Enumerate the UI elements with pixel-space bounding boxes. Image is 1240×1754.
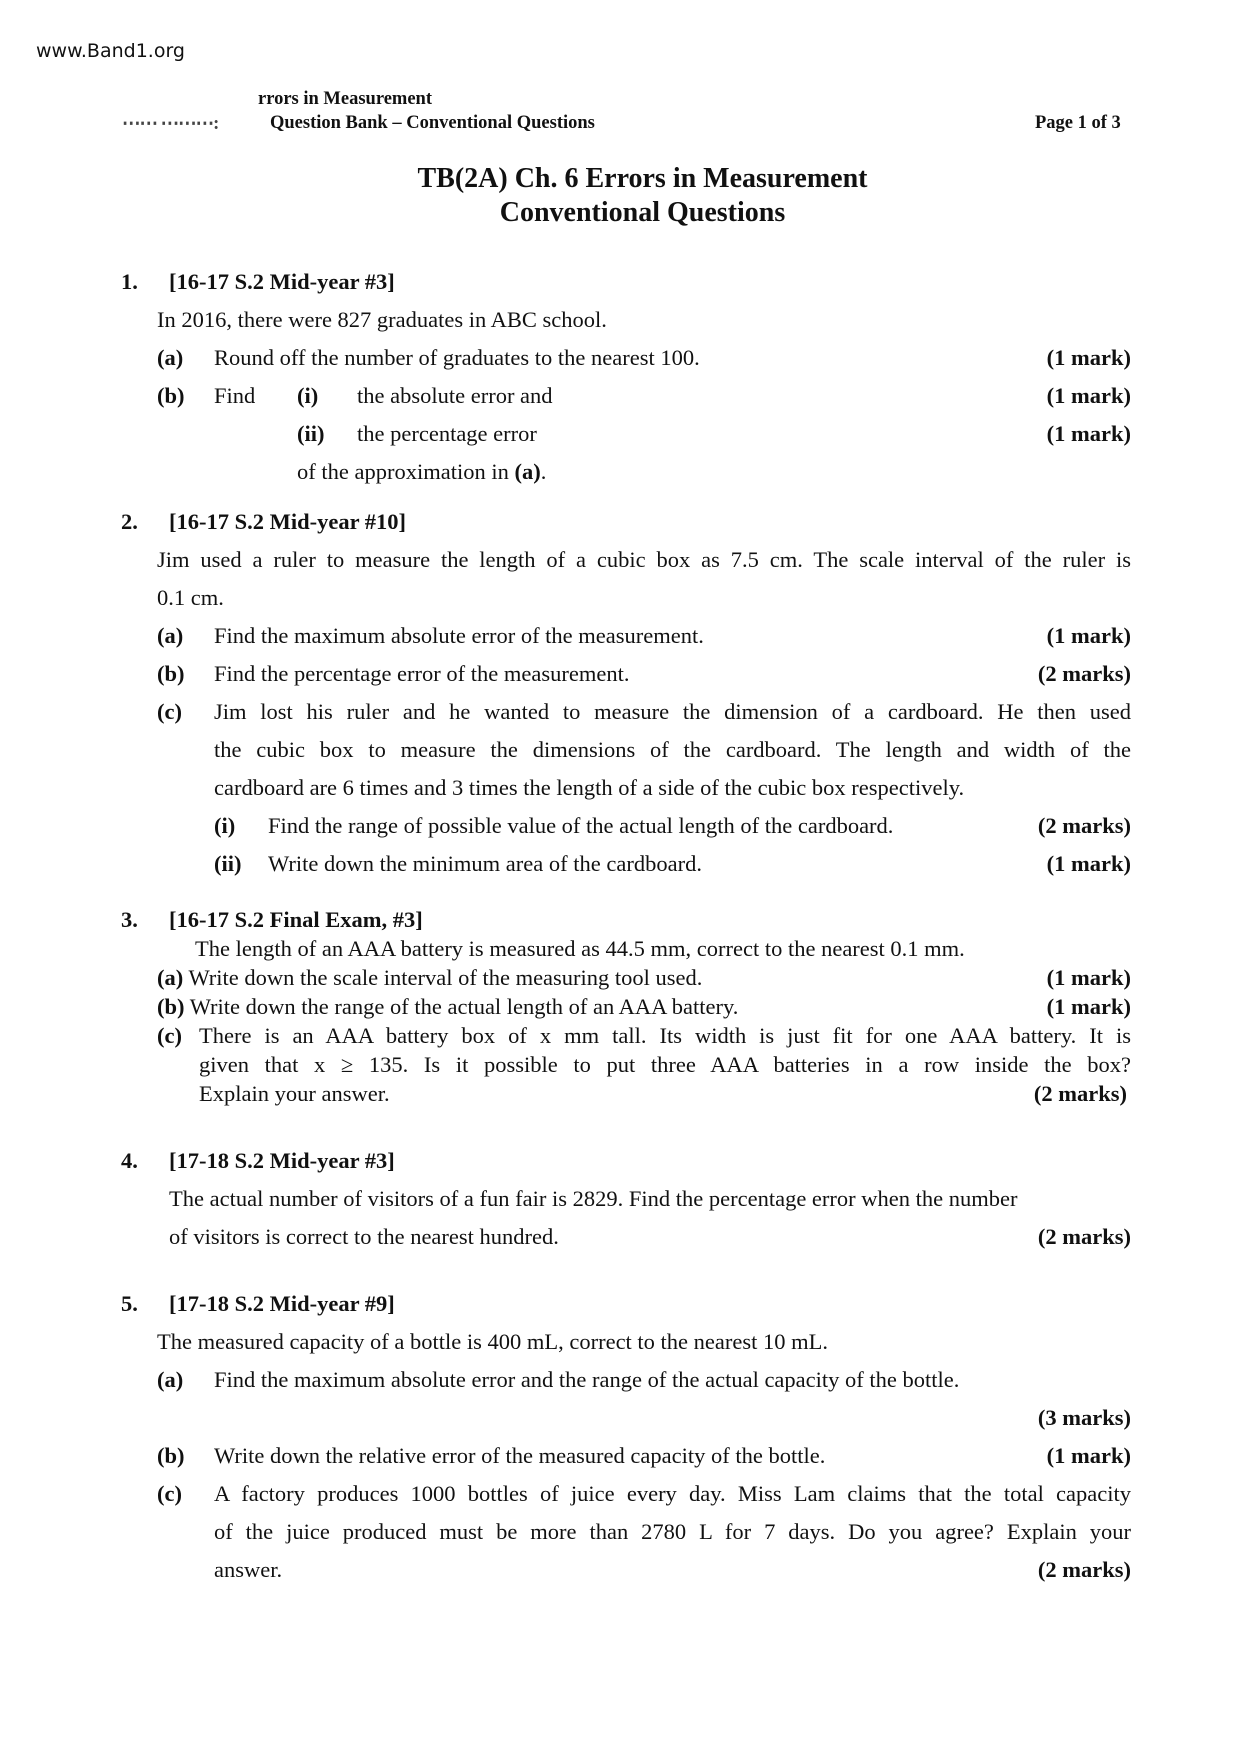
- part-label: (c): [157, 699, 182, 724]
- question-stem: In 2016, there were 827 graduates in ABC school.: [157, 307, 607, 332]
- text-line: Find the percentage error of the measurement.: [214, 661, 630, 686]
- mark: (1 mark): [1046, 1443, 1131, 1468]
- text-line: [17-18 S.2 Mid-year #9]: [169, 1291, 395, 1316]
- text-line: [121, 807, 1131, 845]
- mark: (1 mark): [1046, 345, 1131, 370]
- text-line: [121, 453, 1131, 491]
- text-line: of the juice produced must be more than 2780 L for 7 days. Do you agree? Explain your: [214, 1519, 1131, 1544]
- part-label: (a): [157, 623, 184, 648]
- text-line: [121, 1142, 1131, 1180]
- mark: (1 mark): [1046, 994, 1131, 1019]
- text-line: given that x ≥ 135. Is it possible to put three AAA batteries in a row inside the box?: [199, 1052, 1131, 1077]
- text-line: [121, 339, 1131, 377]
- mark: (3 marks): [1037, 1405, 1131, 1430]
- text-line: [121, 377, 1131, 415]
- mark: (2 marks): [1037, 813, 1131, 838]
- text-line: cardboard are 6 times and 3 times the length of a side of the cubic box respectively.: [214, 775, 965, 800]
- text-line: Find the range of possible value of the actual length of the cardboard.: [268, 813, 894, 838]
- text-line: [121, 617, 1131, 655]
- part-b-i: the absolute error and: [357, 383, 553, 408]
- part-label: (a): [157, 345, 184, 370]
- part-label: (b): [157, 1443, 185, 1468]
- text-line: [121, 1021, 1131, 1050]
- part-label: (c): [157, 1481, 182, 1506]
- part-label: (ii): [297, 421, 325, 446]
- question-source: [16-17 S.2 Mid-year #3]: [169, 269, 395, 294]
- text-line: [121, 1361, 1131, 1399]
- mark: (1 mark): [1046, 421, 1131, 446]
- text-line: Find the maximum absolute error of the measurement.: [214, 623, 704, 648]
- text-line: [121, 415, 1131, 453]
- mark: (1 mark): [1046, 965, 1131, 990]
- question-3: [121, 905, 1131, 1108]
- running-header-chapter: rrors in Measurement: [258, 89, 432, 109]
- text-line: [121, 1079, 1131, 1108]
- text-line: [121, 1285, 1131, 1323]
- question-2: [121, 503, 1131, 883]
- question-number: 1.: [121, 269, 138, 294]
- text-line: [16-17 S.2 Final Exam, #3]: [169, 907, 423, 932]
- text-line: [121, 963, 1131, 992]
- text-line: [121, 1050, 1131, 1079]
- text-line: [121, 263, 1131, 301]
- running-header-bank: Question Bank – Conventional Questions: [270, 113, 595, 133]
- text-line: The measured capacity of a bottle is 400 mL, correct to the nearest 10 mL.: [157, 1329, 829, 1354]
- part-b-ii: the percentage error: [357, 421, 537, 446]
- mark: (1 mark): [1046, 623, 1131, 648]
- text-line: Explain your answer.: [199, 1081, 390, 1106]
- page-title: TB(2A) Ch. 6 Errors in Measurement: [417, 163, 868, 194]
- text-line: of visitors is correct to the nearest hundred.: [169, 1224, 559, 1249]
- part-a: Round off the number of graduates to the nearest 100.: [214, 345, 700, 370]
- text-line: Jim lost his ruler and he wanted to measure the dimension of a cardboard. He then used: [214, 699, 1131, 724]
- running-header-cutoff: ⋯⋯ ⋯⋯⋯:: [122, 114, 219, 134]
- text-line: [121, 905, 1131, 934]
- text-line: There is an AAA battery box of x mm tall. Its width is just fit for one AAA battery. It is: [199, 1023, 1131, 1048]
- question-1: [121, 263, 1131, 491]
- part-label: (i): [214, 813, 236, 838]
- mark: (1 mark): [1046, 851, 1131, 876]
- part-label: (a): [157, 1367, 184, 1392]
- text-line: Write down the scale interval of the measuring tool used.: [188, 965, 703, 990]
- question-5: [121, 1285, 1131, 1589]
- part-label: (i): [297, 383, 319, 408]
- mark: (2 marks): [1037, 661, 1131, 686]
- site-watermark: www.Band1.org: [36, 40, 185, 62]
- text-line: 4.: [121, 1148, 138, 1173]
- text-line: 2.: [121, 509, 138, 534]
- page-subtitle: Conventional Questions: [499, 197, 786, 228]
- text-line: [121, 655, 1131, 693]
- text-line: Find the maximum absolute error and the range of the actual capacity of the bottle.: [214, 1367, 960, 1392]
- text-line: (a): [514, 459, 541, 484]
- text-line: [121, 1551, 1131, 1589]
- text-line: [121, 1475, 1131, 1513]
- question-4: [121, 1142, 1131, 1256]
- text-line: The actual number of visitors of a fun fair is 2829. Find the percentage error when the number: [169, 1186, 1018, 1211]
- text-line: Write down the minimum area of the cardboard.: [268, 851, 702, 876]
- mark: (2 marks): [1037, 1557, 1131, 1582]
- text-line: (a): [157, 965, 184, 990]
- text-line: [16-17 S.2 Mid-year #10]: [169, 509, 407, 534]
- text-line: 5.: [121, 1291, 138, 1316]
- text-line: [121, 731, 1131, 769]
- mark: (2 marks): [1037, 1224, 1131, 1249]
- mark: (2 marks): [1033, 1081, 1127, 1106]
- text-line: [121, 503, 1131, 541]
- text-line: The length of an AAA battery is measured as 44.5 mm, correct to the nearest 0.1 mm.: [195, 936, 965, 961]
- text-line: Write down the relative error of the measured capacity of the bottle.: [214, 1443, 826, 1468]
- text-line: [121, 1399, 1131, 1437]
- text-line: answer.: [214, 1557, 283, 1582]
- text-line: (b): [157, 994, 185, 1019]
- part-label: (b): [157, 383, 185, 408]
- text-line: .: [540, 459, 547, 484]
- text-line: Find: [214, 383, 256, 408]
- text-line: Jim used a ruler to measure the length of a cubic box as 7.5 cm. The scale interval of the ruler is: [157, 547, 1131, 572]
- text-line: of the approximation in: [297, 459, 509, 484]
- part-label: (ii): [214, 851, 242, 876]
- text-line: [121, 1218, 1131, 1256]
- text-line: [121, 693, 1131, 731]
- text-line: [17-18 S.2 Mid-year #3]: [169, 1148, 395, 1173]
- text-line: [121, 1437, 1131, 1475]
- mark: (1 mark): [1046, 383, 1131, 408]
- page-number: Page 1 of 3: [1035, 113, 1121, 133]
- text-line: [121, 992, 1131, 1021]
- text-line: A factory produces 1000 bottles of juice every day. Miss Lam claims that the total capacity: [214, 1481, 1131, 1506]
- text-line: [121, 1513, 1131, 1551]
- part-label: (b): [157, 661, 185, 686]
- text-line: Write down the range of the actual length of an AAA battery.: [189, 994, 739, 1019]
- part-label: (c): [157, 1023, 182, 1048]
- text-line: 3.: [121, 907, 138, 932]
- text-line: [121, 845, 1131, 883]
- text-line: 0.1 cm.: [157, 585, 224, 610]
- text-line: the cubic box to measure the dimensions of the cardboard. The length and width of the: [214, 737, 1131, 762]
